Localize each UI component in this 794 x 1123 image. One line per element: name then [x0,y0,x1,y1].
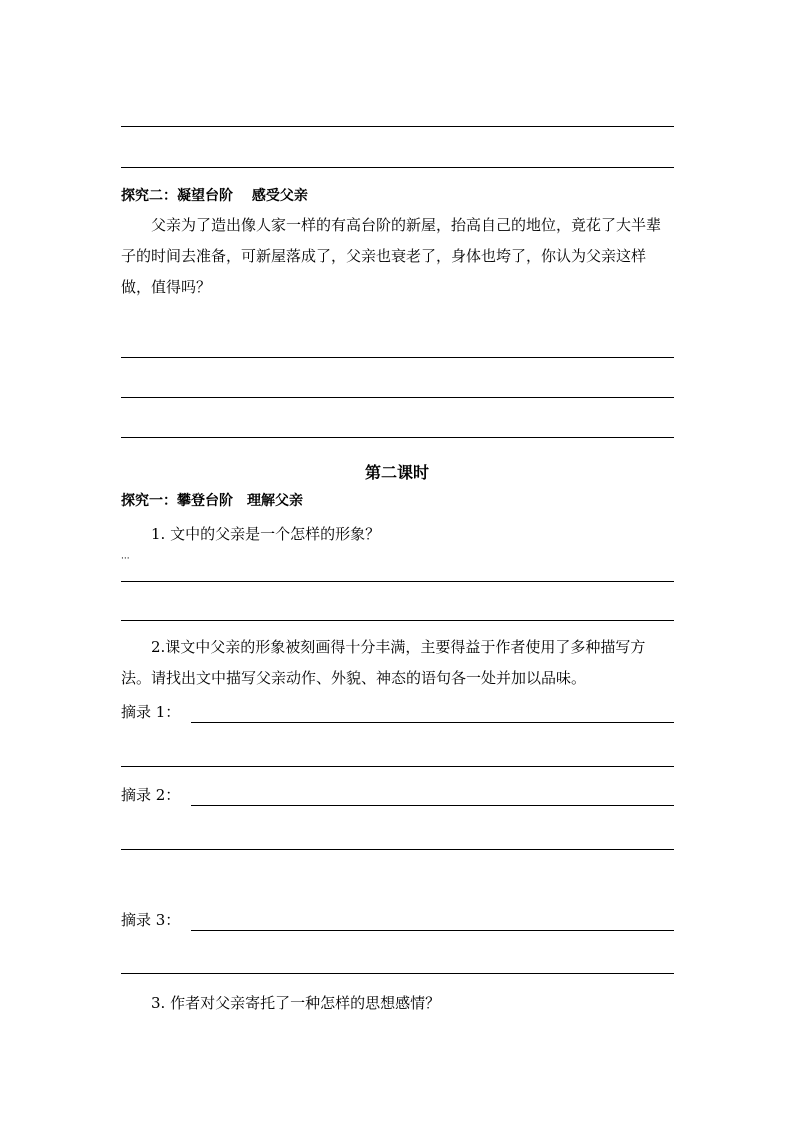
section-title: 探究一：攀登台阶 理解父亲 [121,493,303,509]
question-1: 1. 文中的父亲是一个怎样的形象？ [151,525,381,543]
answer-line [121,357,674,358]
excerpt-label-3: 摘录 3： [121,911,181,929]
excerpt-row-3 [121,909,674,931]
answer-line [121,126,674,127]
lesson-heading: 第二课时 [364,463,429,482]
answer-line [121,437,674,438]
excerpt-row-1 [121,701,674,723]
ellipsis-mark: ··· [121,554,130,564]
question-paragraph: 父亲为了造出像人家一样的有高台阶的新屋，抬高自己的地位，竟花了大半辈子的时间去准备，可新屋落成了，父亲也衰老了，身体也垮了，你认为父亲这样做，值得吗？ [121,216,662,296]
answer-line [191,805,674,806]
answer-line [121,167,674,168]
answer-line [121,849,674,850]
excerpt-label-1: 摘录 1： [121,703,181,721]
section-title: 探究二：凝望台阶 感受父亲 [121,188,308,204]
excerpt-row-2 [121,784,674,806]
question-3: 3. 作者对父亲寄托了一种怎样的思想感情？ [151,994,441,1012]
question-2: 2.课文中父亲的形象被刻画得十分丰满，主要得益于作者使用了多种描写方法。请找出文中描写父亲动作、外貌、神态的语句各一处并加以品味。 [121,638,646,687]
excerpt-label-2: 摘录 2： [121,786,181,804]
answer-line [121,973,674,974]
answer-line [121,397,674,398]
answer-line [191,722,674,723]
answer-line [121,766,674,767]
answer-line [191,930,674,931]
answer-line [121,581,674,582]
answer-line [121,620,674,621]
